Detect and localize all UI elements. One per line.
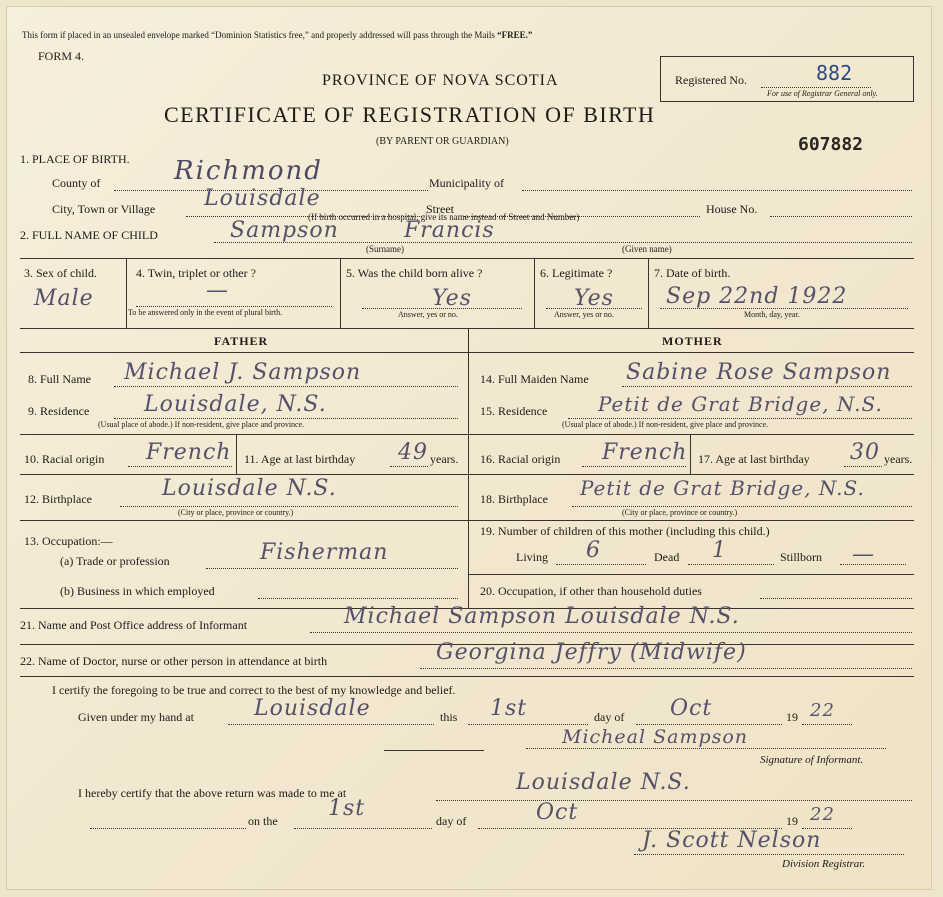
born-alive-value: Yes	[432, 286, 472, 311]
informant-value: Michael Sampson Louisdale N.S.	[344, 604, 740, 629]
stillborn-value: —	[852, 542, 875, 567]
mother-birthplace-label: 18. Birthplace	[480, 492, 548, 506]
given-year-prefix: 19	[786, 710, 798, 724]
made-year-value: 22	[810, 804, 835, 825]
division-registrar-label: Division Registrar.	[782, 858, 866, 870]
county-value: Richmond	[174, 156, 323, 186]
on-the-label: on the	[248, 814, 278, 828]
registrar-signature: J. Scott Nelson	[642, 828, 822, 853]
father-years: years.	[430, 452, 459, 466]
given-month-value: Oct	[670, 696, 713, 721]
born-alive-note: Answer, yes or no.	[398, 310, 458, 319]
postal-note-text: This form if placed in an unsealed envelope marked “Dominion Statistics free,” and properly addressed will pass through the Mails	[22, 30, 495, 40]
informant-label: 21. Name and Post Office address of Informant	[20, 618, 248, 632]
dob-label: 7. Date of birth.	[654, 266, 731, 280]
father-birthplace-note: (City or place, province or country.)	[178, 508, 294, 517]
made-day-value: 1st	[328, 796, 366, 821]
mother-age-value: 30	[850, 440, 880, 465]
mother-name-label: 14. Full Maiden Name	[480, 372, 589, 386]
legitimate-label: 6. Legitimate ?	[540, 266, 613, 280]
informant-signature: Micheal Sampson	[562, 726, 749, 748]
mother-residence-note: (Usual place of abode.) If non-resident, give place and province.	[562, 420, 769, 429]
registered-note: For use of Registrar General only.	[767, 89, 878, 98]
mother-years: years.	[884, 452, 913, 466]
children-label: 19. Number of children of this mother (including this child.)	[480, 524, 770, 538]
doctor-label: 22. Name of Doctor, nurse or other person in attendance at birth	[20, 654, 328, 668]
postal-note-free: “FREE.”	[497, 30, 533, 40]
sex-value: Male	[34, 286, 94, 311]
certify-text: I certify the foregoing to be true and correct to the best of my knowledge and belief.	[52, 683, 456, 697]
municipality-label: Municipality of	[429, 176, 504, 190]
registered-number: 882	[816, 61, 853, 85]
hospital-note: (If birth occurred in a hospital, give its name instead of Street and Number)	[308, 212, 580, 222]
hereby-label: I hereby certify that the above return was made to me at	[78, 786, 347, 800]
made-month-value: Oct	[536, 800, 579, 825]
postal-note	[22, 30, 532, 40]
mother-age-label: 17. Age at last birthday	[698, 452, 810, 466]
given-at-value: Louisdale	[254, 696, 371, 721]
father-residence-note: (Usual place of abode.) If non-resident, give place and province.	[98, 420, 305, 429]
registered-label: Registered No.	[675, 73, 747, 87]
father-name-value: Michael J. Sampson	[124, 360, 362, 385]
surname-note: (Surname)	[366, 244, 404, 254]
place-of-birth-label: 1. PLACE OF BIRTH.	[20, 152, 130, 166]
given-year-value: 22	[810, 700, 835, 721]
street-label: Street	[426, 202, 454, 216]
mother-residence-value: Petit de Grat Bridge, N.S.	[598, 392, 883, 416]
twin-value: —	[206, 278, 229, 303]
mother-residence-label: 15. Residence	[480, 404, 548, 418]
given-name-note: (Given name)	[622, 244, 672, 254]
mother-racial-value: French	[602, 440, 688, 465]
child-name-label: 2. FULL NAME OF CHILD	[20, 228, 158, 242]
father-age-value: 49	[398, 440, 428, 465]
father-racial-value: French	[146, 440, 232, 465]
living-label: Living	[516, 550, 548, 564]
day-of-label: day of	[594, 710, 625, 724]
mother-heading: MOTHER	[662, 334, 723, 348]
father-age-label: 11. Age at last birthday	[244, 452, 356, 466]
business-label: (b) Business in which employed	[60, 584, 215, 598]
legitimate-note: Answer, yes or no.	[554, 310, 614, 319]
child-given-name: Francis	[404, 218, 495, 243]
sex-label: 3. Sex of child.	[24, 266, 97, 280]
legitimate-value: Yes	[574, 286, 614, 311]
father-birthplace-label: 12. Birthplace	[24, 492, 92, 506]
city-value: Louisdale	[204, 186, 321, 211]
trade-value: Fisherman	[260, 540, 389, 565]
made-year-prefix: 19	[786, 814, 798, 828]
trade-label: (a) Trade or profession	[60, 554, 170, 568]
county-label: County of	[52, 176, 101, 190]
mother-racial-label: 16. Racial origin	[480, 452, 561, 466]
twin-label: 4. Twin, triplet or other ?	[136, 266, 256, 280]
certificate-title: CERTIFICATE OF REGISTRATION OF BIRTH	[164, 102, 656, 127]
father-racial-label: 10. Racial origin	[24, 452, 105, 466]
form-number: FORM 4.	[38, 49, 85, 63]
mother-birthplace-note: (City or place, province or country.)	[622, 508, 738, 517]
dead-value: 1	[712, 538, 727, 563]
stamp-number: 607882	[798, 134, 864, 155]
this-label: this	[440, 710, 458, 724]
doctor-value: Georgina Jeffry (Midwife)	[436, 640, 747, 665]
stillborn-label: Stillborn	[780, 550, 823, 564]
father-name-label: 8. Full Name	[28, 372, 91, 386]
child-surname: Sampson	[230, 218, 339, 243]
occupation-label: 13. Occupation:—	[24, 534, 113, 548]
dob-value: Sep 22nd 1922	[666, 284, 848, 309]
certificate-subtitle: (BY PARENT OR GUARDIAN)	[376, 136, 509, 147]
mother-name-value: Sabine Rose Sampson	[626, 360, 892, 385]
birth-certificate	[6, 6, 932, 890]
mother-occupation-label: 20. Occupation, if other than household duties	[480, 584, 702, 598]
father-residence-value: Louisdale, N.S.	[144, 392, 327, 417]
given-day-value: 1st	[490, 696, 528, 721]
house-label: House No.	[706, 202, 758, 216]
province-heading: PROVINCE OF NOVA SCOTIA	[322, 72, 559, 89]
twin-note: To be answered only in the event of plural birth.	[128, 308, 283, 317]
registered-number-box	[660, 56, 914, 102]
father-residence-label: 9. Residence	[28, 404, 90, 418]
given-under-label: Given under my hand at	[78, 710, 194, 724]
day-of2-label: day of	[436, 814, 467, 828]
signature-informant-label: Signature of Informant.	[760, 754, 864, 766]
father-birthplace-value: Louisdale N.S.	[162, 476, 337, 501]
father-heading: FATHER	[214, 334, 269, 348]
living-value: 6	[586, 538, 601, 563]
city-label: City, Town or Village	[52, 202, 156, 216]
dob-note: Month, day, year.	[744, 310, 800, 319]
made-at-value: Louisdale N.S.	[516, 770, 691, 795]
born-alive-label: 5. Was the child born alive ?	[346, 266, 483, 280]
dead-label: Dead	[654, 550, 680, 564]
mother-birthplace-value: Petit de Grat Bridge, N.S.	[580, 476, 865, 500]
